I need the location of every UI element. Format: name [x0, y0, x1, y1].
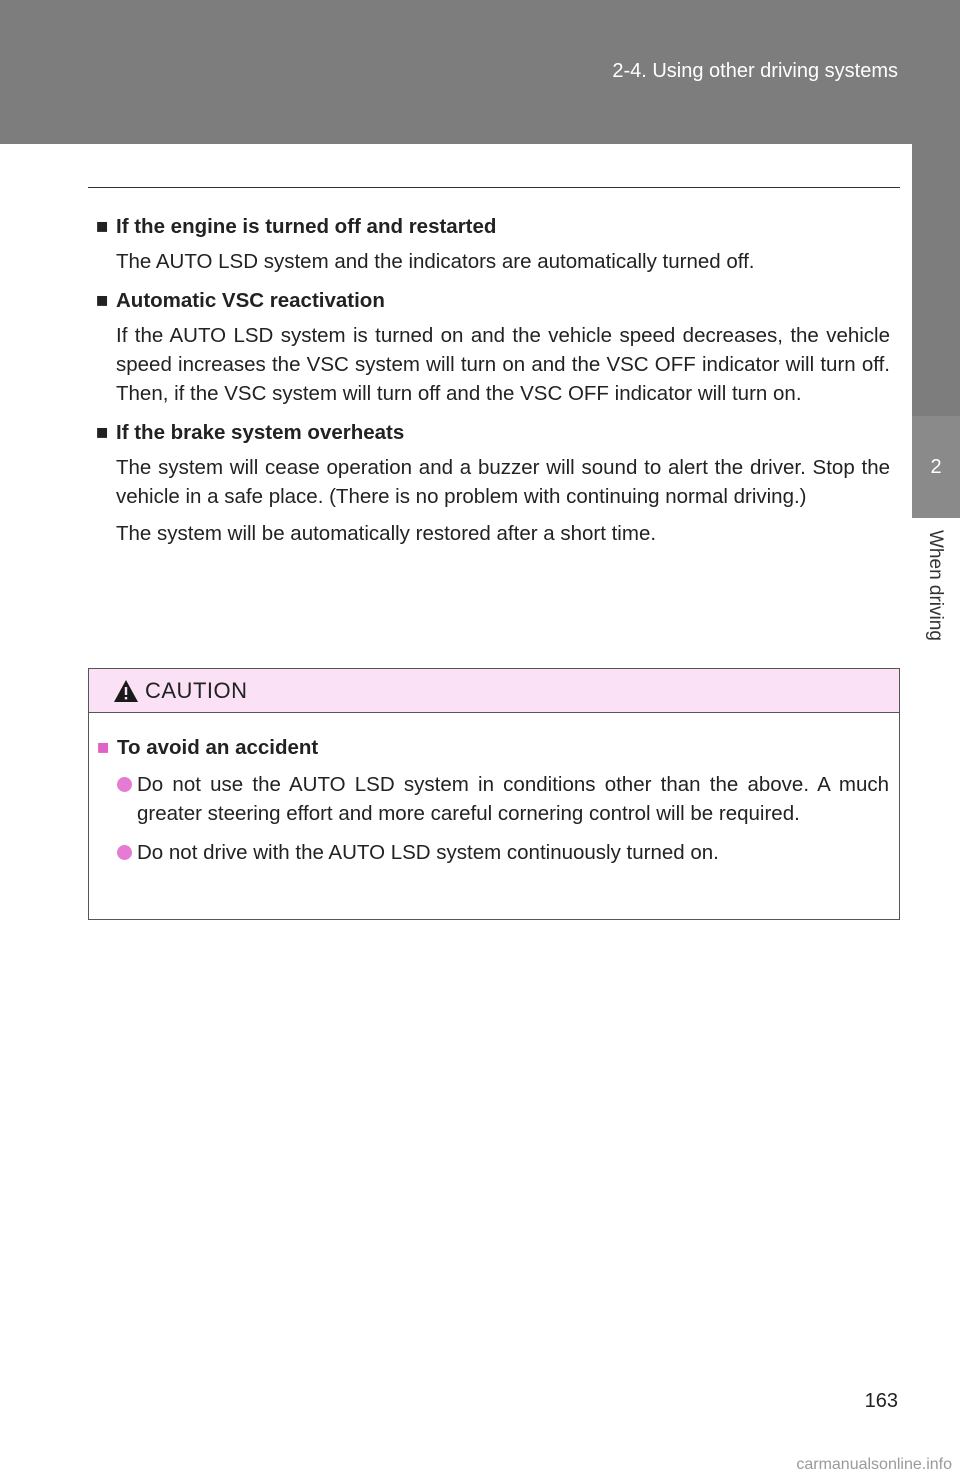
list-item: Do not drive with the AUTO LSD system continuously turned on. [97, 838, 889, 867]
paragraph: If the AUTO LSD system is turned on and the vehicle speed decreases, the vehicle speed increases the VSC system will turn on and the VSC OFF indicator will turn off. Then, if the VSC system will turn off and the VSC OFF indicator will turn on. [116, 324, 890, 405]
page-header [0, 0, 960, 144]
caution-subheading: To avoid an accident [117, 736, 319, 759]
chapter-number-tab[interactable]: 2 [912, 416, 960, 518]
paragraph: The system will cease operation and a buzzer will sound to alert the driver. Stop the vehicle in a safe place. (There is no problem with continuing normal driving.) [116, 456, 890, 508]
section-heading: Automatic VSC reactivation [116, 289, 385, 312]
list-item: Do not use the AUTO LSD system in conditions other than the above. A much greater steering effort and more careful cornering control will be required. [97, 770, 889, 828]
watermark: carmanualsonline.info [796, 1456, 952, 1473]
circle-bullet-icon [117, 777, 132, 792]
section-vsc-reactivation [96, 286, 890, 408]
square-bullet-icon: ■ [97, 736, 110, 759]
caution-title: CAUTION [145, 678, 248, 703]
section-brake-overheat [96, 418, 890, 548]
caution-body [89, 713, 899, 867]
warning-triangle-icon [113, 679, 139, 703]
square-bullet-icon: ■ [96, 215, 109, 238]
section-heading: If the engine is turned off and restarted [116, 215, 497, 238]
section-engine-restart [96, 212, 890, 276]
circle-bullet-icon [117, 845, 132, 860]
paragraph: The system will be automatically restored after a short time. [116, 522, 657, 545]
square-bullet-icon: ■ [96, 421, 109, 444]
chapter-label-text: When driving [925, 530, 946, 641]
square-bullet-icon: ■ [96, 289, 109, 312]
paragraph: The AUTO LSD system and the indicators are automatically turned off. [116, 250, 755, 273]
chapter-label [912, 518, 960, 668]
caution-header [89, 669, 899, 713]
top-divider [88, 187, 900, 188]
section-heading: If the brake system overheats [116, 421, 405, 444]
side-tab-band [912, 144, 960, 416]
main-content [96, 212, 890, 558]
page-number: 163 [864, 1390, 898, 1412]
caution-box [88, 668, 900, 920]
section-title: 2-4. Using other driving systems [612, 60, 898, 82]
